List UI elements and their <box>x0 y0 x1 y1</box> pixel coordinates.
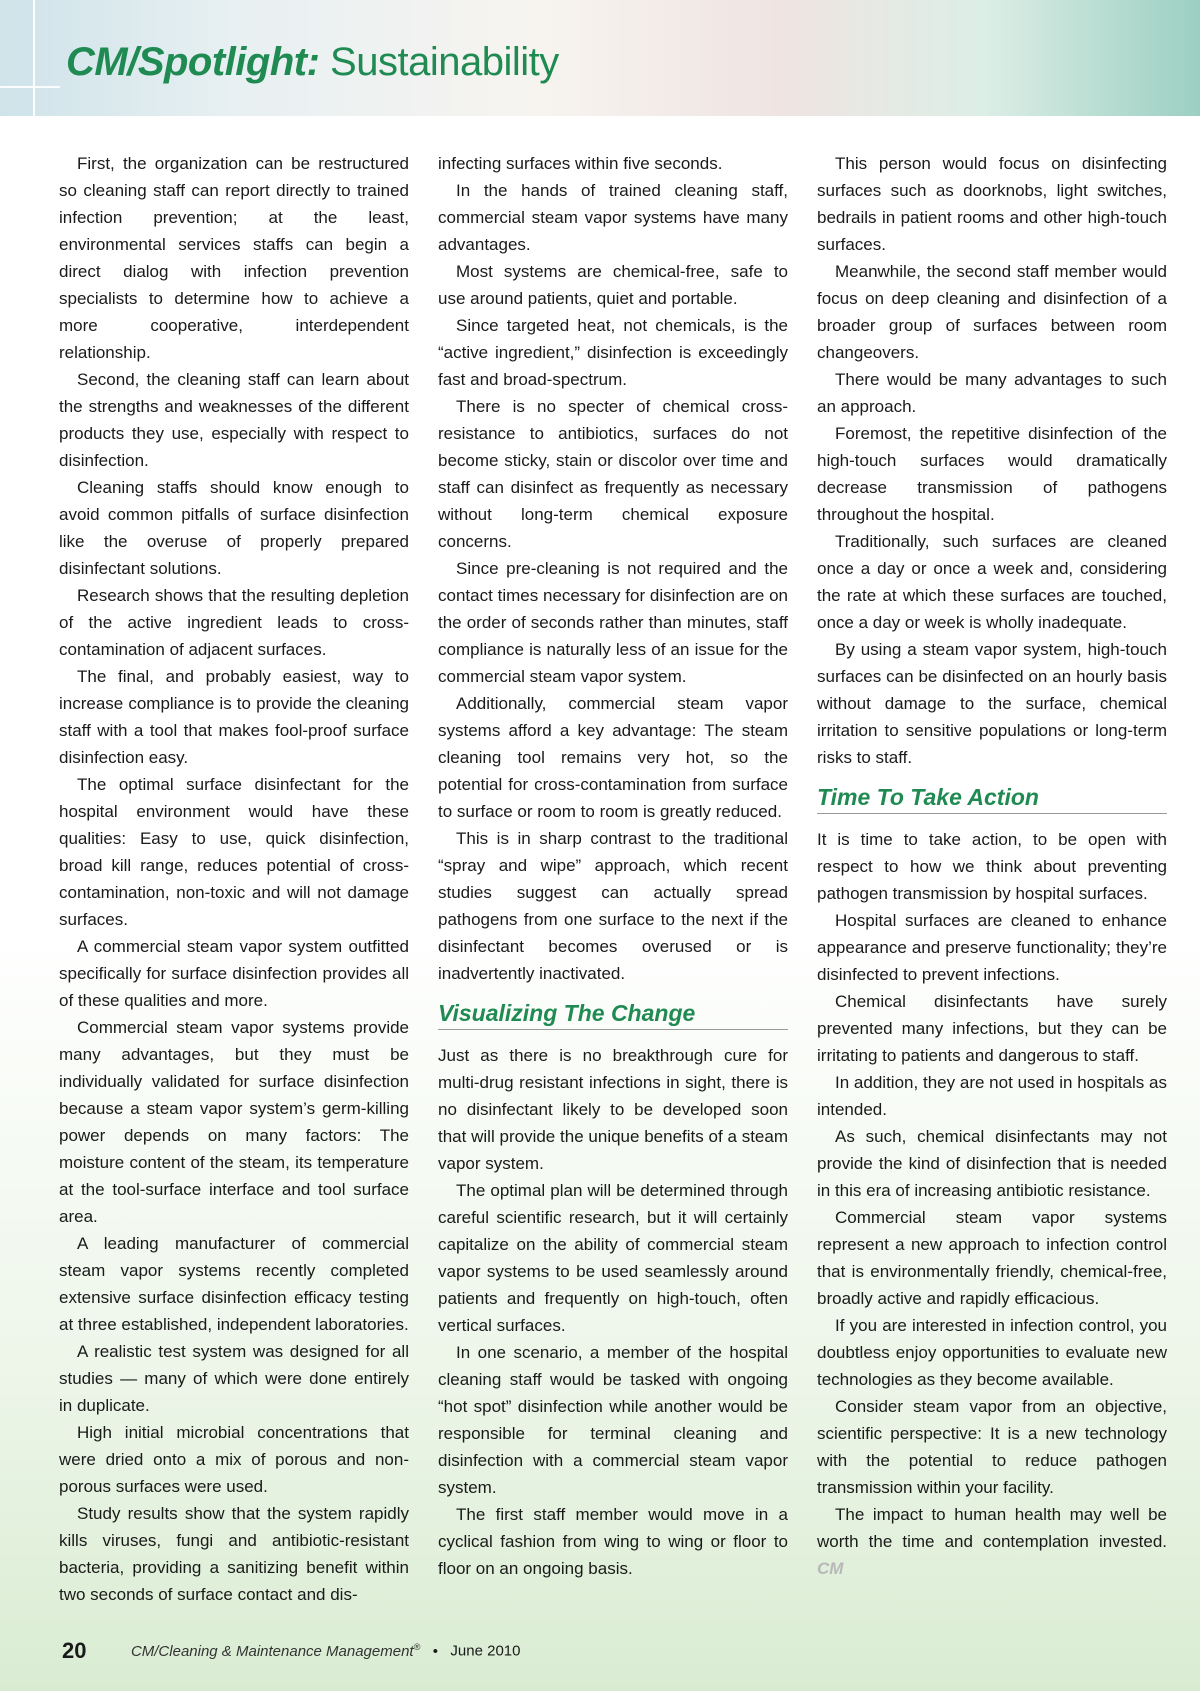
paragraph <box>59 1014 409 1230</box>
paragraph-text: The optimal plan will be determined through careful scientific research, but it will certainly capitalize on the ability of commercial steam vapor systems to be used seamlessly around patients and frequently on high-touch, often vertical surfaces. <box>438 1181 788 1335</box>
section-heading: Visualizing The Change <box>438 999 788 1030</box>
article-column-1 <box>59 150 409 1608</box>
section-title-bold: CM/Spotlight: <box>66 40 320 84</box>
paragraph-text: Foremost, the repetitive disinfection of the high-touch surfaces would dramatically decrease transmission of pathogens throughout the hospital. <box>817 424 1167 524</box>
paragraph-text: Traditionally, such surfaces are cleaned once a day or once a week and, considering the rate at which these surfaces are touched, once a day or week is wholly inadequate. <box>817 532 1167 632</box>
paragraph-text: High initial microbial concentrations that were dried onto a mix of porous and non-porous surfaces were used. <box>59 1423 409 1496</box>
paragraph-text: Commercial steam vapor systems represent a new approach to infection control that is environmentally friendly, chemical-free, broadly active and rapidly efficacious. <box>817 1208 1167 1308</box>
end-mark-logo: CM <box>817 1559 844 1578</box>
page-header <box>0 0 1200 116</box>
paragraph <box>438 258 788 312</box>
issue-date: June 2010 <box>450 1642 521 1660</box>
paragraph <box>438 1339 788 1501</box>
paragraph-text: The optimal surface disinfectant for the hospital environment would have these qualities: Easy to use, quick disinfection, broad kill range, reduces potential of cross-contamination, non-toxic and will not damage surfaces. <box>59 775 409 929</box>
paragraph <box>59 1419 409 1500</box>
paragraph <box>817 1069 1167 1123</box>
paragraph <box>817 826 1167 907</box>
paragraph-text: Study results show that the system rapidly kills viruses, fungi and antibiotic-resistant bacteria, providing a sanitizing benefit within two seconds of surface contact and dis- <box>59 1504 409 1604</box>
paragraph-text: In the hands of trained cleaning staff, commercial steam vapor systems have many advantages. <box>438 181 788 254</box>
page-number: 20 <box>62 1638 87 1663</box>
paragraph <box>817 988 1167 1069</box>
paragraph <box>59 1230 409 1338</box>
paragraph <box>817 1312 1167 1393</box>
paragraph-text: In addition, they are not used in hospitals as intended. <box>817 1073 1167 1119</box>
publication-name <box>131 1643 420 1660</box>
paragraph <box>438 393 788 555</box>
paragraph-text: In one scenario, a member of the hospital cleaning staff would be tasked with ongoing “hot spot” disinfection while another would be responsible for terminal cleaning and disinfection with a commercial steam vapor system. <box>438 1343 788 1497</box>
publication-title: CM/Cleaning & Maintenance Management <box>130 1643 414 1660</box>
paragraph <box>438 690 788 825</box>
paragraph-text: The first staff member would move in a cyclical fashion from wing to wing or floor to floor on an ongoing basis. <box>438 1505 788 1578</box>
paragraph <box>817 258 1167 366</box>
paragraph-text: Just as there is no breakthrough cure for multi-drug resistant infections in sight, there is no disinfectant likely to be developed soon that will provide the unique benefits of a steam vapor system. <box>438 1046 788 1173</box>
paragraph <box>438 555 788 690</box>
paragraph <box>59 933 409 1014</box>
paragraph <box>817 420 1167 528</box>
paragraph <box>817 907 1167 988</box>
paragraph <box>817 1501 1167 1582</box>
paragraph-text: Commercial steam vapor systems provide many advantages, but they must be individually validated for surface disinfection because a steam vapor system’s germ-killing power depends on many factors: The moisture content of the steam, its temperature at the tool-surface interface and tool surface area. <box>59 1018 409 1226</box>
paragraph-text: It is time to take action, to be open with respect to how we think about preventing pathogen transmission by hospital surfaces. <box>817 830 1167 903</box>
paragraph-text: A realistic test system was designed for all studies — many of which were done entirely in duplicate. <box>59 1342 409 1415</box>
paragraph-text: infecting surfaces within five seconds. <box>438 154 723 173</box>
paragraph-text: The final, and probably easiest, way to increase compliance is to provide the cleaning staff with a tool that makes fool-proof surface disinfection easy. <box>59 667 409 767</box>
paragraph <box>438 177 788 258</box>
paragraph <box>438 1042 788 1177</box>
paragraph-text: Since pre-cleaning is not required and the contact times necessary for disinfection are on the order of seconds rather than minutes, staff compliance is naturally less of an issue for the commercial steam vapor system. <box>438 559 788 686</box>
paragraph <box>438 312 788 393</box>
section-heading: Time To Take Action <box>817 783 1167 814</box>
paragraph <box>59 1500 409 1608</box>
paragraph-text: This person would focus on disinfecting surfaces such as doorknobs, light switches, bedrails in patient rooms and other high-touch surfaces. <box>817 154 1167 254</box>
paragraph-text: A commercial steam vapor system outfitted specifically for surface disinfection provides all of these qualities and more. <box>59 937 409 1010</box>
article-column-2 <box>438 150 788 1582</box>
paragraph <box>59 474 409 582</box>
paragraph <box>817 636 1167 771</box>
paragraph-text: There is no specter of chemical cross-resistance to antibiotics, surfaces do not become sticky, stain or discolor over time and staff can disinfect as frequently as necessary without long-term chemical exposure concerns. <box>438 397 788 551</box>
paragraph-text: If you are interested in infection control, you doubtless enjoy opportunities to evaluate new technologies as they become available. <box>817 1316 1167 1389</box>
paragraph <box>59 1338 409 1419</box>
paragraph <box>59 366 409 474</box>
paragraph <box>438 1501 788 1582</box>
paragraph-text: Consider steam vapor from an objective, scientific perspective: It is a new technology with the potential to reduce pathogen transmission within your facility. <box>817 1397 1167 1497</box>
paragraph-text: There would be many advantages to such an approach. <box>817 370 1167 416</box>
paragraph-text: Most systems are chemical-free, safe to use around patients, quiet and portable. <box>438 262 788 308</box>
paragraph-text: Since targeted heat, not chemicals, is the “active ingredient,” disinfection is exceedingly fast and broad-spectrum. <box>438 316 788 389</box>
section-title <box>66 38 559 86</box>
page-footer <box>62 1638 520 1668</box>
paragraph-text: Additionally, commercial steam vapor systems afford a key advantage: The steam cleaning tool remains very hot, so the potential for cross-contamination from surface to surface or room to room is greatly reduced. <box>438 694 788 821</box>
header-decor-line <box>0 86 60 88</box>
paragraph-text: Hospital surfaces are cleaned to enhance appearance and preserve functionality; they’re disinfected to prevent infections. <box>817 911 1167 984</box>
paragraph <box>817 1204 1167 1312</box>
paragraph-text: Research shows that the resulting depletion of the active ingredient leads to cross-contamination of adjacent surfaces. <box>59 586 409 659</box>
paragraph-text: Meanwhile, the second staff member would focus on deep cleaning and disinfection of a broader group of surfaces between room changeovers. <box>817 262 1167 362</box>
paragraph <box>438 825 788 987</box>
article-column-3 <box>817 150 1167 1582</box>
paragraph <box>59 771 409 933</box>
paragraph-text: As such, chemical disinfectants may not provide the kind of disinfection that is needed in this era of increasing antibiotic resistance. <box>817 1127 1167 1200</box>
paragraph <box>817 150 1167 258</box>
paragraph-text: Cleaning staffs should know enough to avoid common pitfalls of surface disinfection like the overuse of properly prepared disinfectant solutions. <box>59 478 409 578</box>
registered-mark: ® <box>413 1642 421 1652</box>
paragraph <box>438 150 788 177</box>
paragraph <box>59 582 409 663</box>
section-title-light: Sustainability <box>330 40 559 84</box>
paragraph-text: This is in sharp contrast to the traditional “spray and wipe” approach, which recent studies suggest can actually spread pathogens from one surface to the next if the disinfectant becomes overused or is inadvertently inactivated. <box>438 829 788 983</box>
paragraph <box>817 528 1167 636</box>
paragraph-text: The impact to human health may well be worth the time and contemplation invested. <box>817 1505 1167 1551</box>
paragraph <box>438 1177 788 1339</box>
paragraph <box>817 1393 1167 1501</box>
paragraph <box>817 1123 1167 1204</box>
paragraph-text: By using a steam vapor system, high-touch surfaces can be disinfected on an hourly basis without damage to the surface, chemical irritation to sensitive populations or long-term risks to staff. <box>817 640 1167 767</box>
header-decor-line <box>33 0 35 116</box>
paragraph-text: First, the organization can be restructured so cleaning staff can report directly to trained infection prevention; at the least, environmental services staffs can begin a direct dialog with infection prevention specialists to determine how to achieve a more cooperative, interdependent relationship. <box>59 154 409 362</box>
paragraph-text: Second, the cleaning staff can learn about the strengths and weaknesses of the different products they use, especially with respect to disinfection. <box>59 370 409 470</box>
paragraph <box>59 150 409 366</box>
footer-bullet: • <box>432 1642 438 1660</box>
paragraph-text: A leading manufacturer of commercial steam vapor systems recently completed extensive surface disinfection efficacy testing at three established, independent laboratories. <box>59 1234 409 1334</box>
paragraph <box>59 663 409 771</box>
paragraph <box>817 366 1167 420</box>
paragraph-text: Chemical disinfectants have surely prevented many infections, but they can be irritating to patients and dangerous to staff. <box>817 992 1167 1065</box>
